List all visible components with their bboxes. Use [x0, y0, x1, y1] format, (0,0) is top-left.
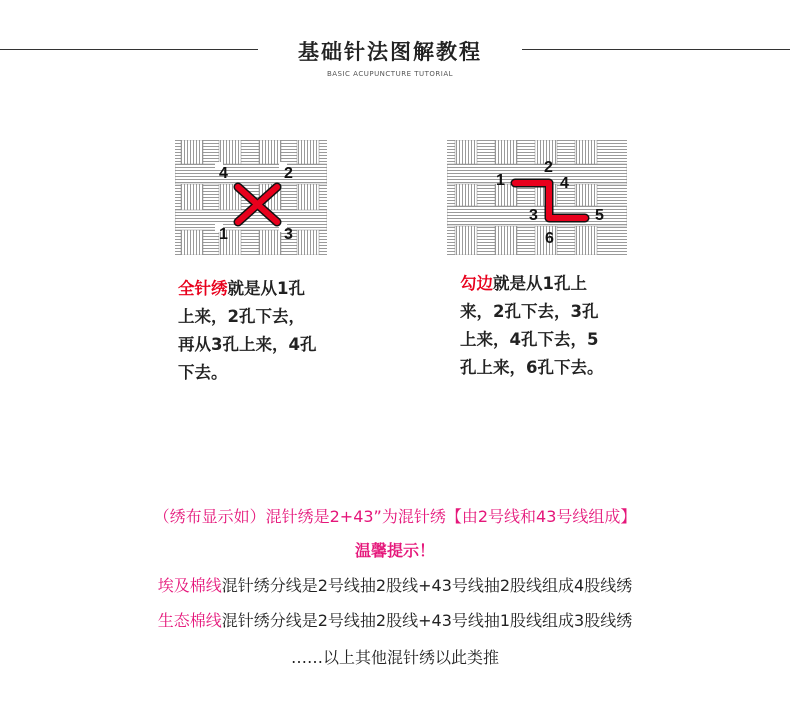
hole-label-3: 3	[284, 226, 293, 243]
hole-label-2: 2	[544, 159, 553, 176]
hole-label-4: 4	[560, 175, 569, 192]
desc-line-3: 上来，4孔下去，5	[460, 330, 599, 349]
hole-label-1: 1	[496, 172, 505, 189]
cross-stitch-grid-icon	[175, 140, 327, 255]
hole-label-3: 3	[529, 207, 538, 224]
desc-text: 就是从1孔	[227, 279, 305, 298]
backstitch-grid-icon	[447, 140, 627, 255]
hole-label-6: 6	[545, 230, 554, 247]
note-egyptian-cotton	[0, 573, 790, 596]
desc-line-4: 孔上来，6孔下去。	[460, 358, 604, 377]
hole-label-5: 5	[595, 207, 604, 224]
header	[0, 0, 790, 90]
desc-line-2: 来，2孔下去，3孔	[460, 302, 599, 321]
note-warm-reminder: 温馨提示！	[354, 541, 435, 560]
header-rule-right	[522, 49, 790, 50]
hole-label-1: 1	[219, 226, 228, 243]
note-label: 生态棉线	[157, 611, 222, 630]
backstitch-description	[460, 270, 603, 382]
note-mixed-stitch-definition: （绣布显示如）混针绣是2+43”为混针绣【由2号线和43号线组成】	[153, 507, 637, 526]
note-etc: ……以上其他混针绣以此类推	[290, 648, 499, 667]
cross-stitch-diagram	[175, 140, 327, 255]
desc-line-4: 下去。	[178, 363, 228, 382]
desc-line-1	[178, 275, 316, 303]
backstitch-diagram	[447, 140, 627, 255]
desc-line-2: 上来，2孔下去，	[178, 307, 305, 326]
page-title: 基础针法图解教程	[298, 40, 482, 64]
note-text: 混针绣分线是2号线抽2股线+43号线抽1股线组成3股线绣	[221, 611, 633, 630]
page-subtitle: BASIC ACUPUNCTURE TUTORIAL	[326, 70, 454, 78]
cross-stitch-description	[178, 275, 316, 387]
stitch-name-highlight: 勾边	[460, 274, 493, 293]
desc-line-1	[460, 270, 603, 298]
note-text: 混针绣分线是2号线抽2股线+43号线抽2股线组成4股线绣	[221, 576, 633, 595]
desc-line-3: 再从3孔上来，4孔	[178, 335, 317, 354]
note-label: 埃及棉线	[157, 576, 222, 595]
stitch-name-highlight: 全针绣	[178, 279, 228, 298]
hole-label-4: 4	[219, 165, 228, 182]
note-eco-cotton	[0, 608, 790, 631]
header-rule-left	[0, 49, 258, 50]
hole-label-2: 2	[284, 165, 293, 182]
desc-text: 就是从1孔上	[493, 274, 587, 293]
